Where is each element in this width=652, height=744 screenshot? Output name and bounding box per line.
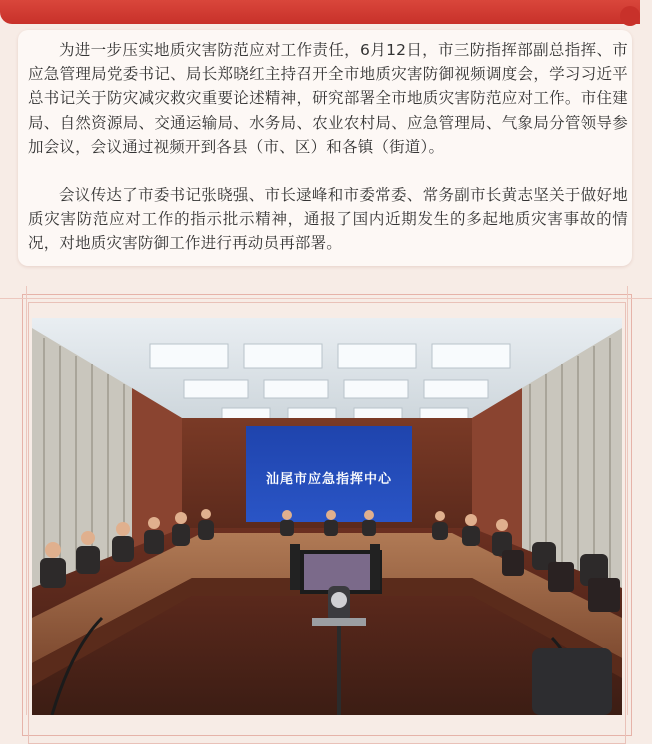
frame-line-top <box>0 298 652 299</box>
meeting-room-illustration <box>32 318 622 715</box>
frame-line-right <box>627 286 628 715</box>
frame-line-left <box>26 286 27 715</box>
meeting-photo <box>32 318 622 715</box>
article-paragraph-1: 为进一步压实地质灾害防范应对工作责任，6月12日，市三防指挥部副总指挥、市应急管理局党委书记、局长郑晓红主持召开全市地质灾害防御视频调度会，学习习近平总书记关于防灾减灾救灾重要论述精神，研究部署全市地质灾害防范应对工作。市住建局、自然资源局、交通运输局、水务局、农业农村局、应急管理局、气象局分管领导参加会议，会议通过视频开到各县（市、区）和各镇（街道）。 <box>28 41 628 156</box>
screen-label: 汕尾市应急指挥中心 <box>265 472 392 487</box>
header-accent-bar <box>0 0 640 24</box>
header-accent-dot <box>620 6 640 26</box>
article-paragraph-2: 会议传达了市委书记张晓强、市长逯峰和市委常委、常务副市长黄志坚关于做好地质灾害防范应对工作的指示批示精神，通报了国内近期发生的多起地质灾害事故的情况，对地质灾害防御工作进行再动员再部署。 <box>28 186 628 253</box>
